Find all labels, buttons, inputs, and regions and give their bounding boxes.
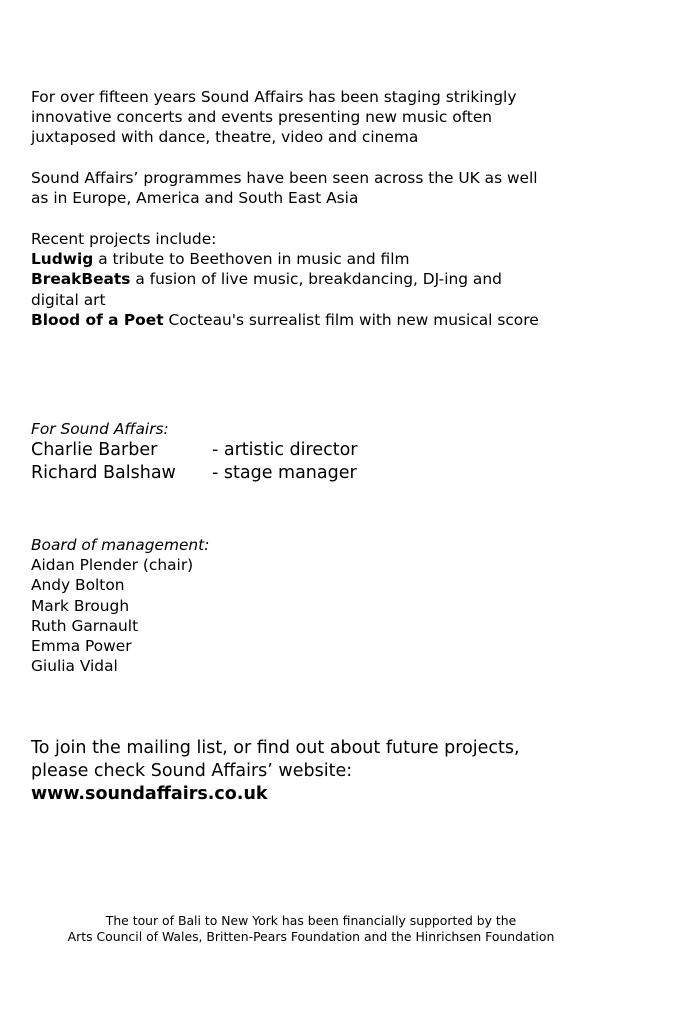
programmes-line-2: as in Europe, America and South East Asia	[31, 189, 359, 208]
mailing-section	[31, 737, 592, 806]
board-member: Andy Bolton	[31, 576, 125, 595]
staff-role: - artistic director	[212, 440, 358, 461]
project-item-breakbeats	[31, 269, 592, 289]
project-item-blood-of-a-poet	[31, 310, 592, 330]
staff-name: Richard Balshaw	[31, 463, 176, 484]
website-url[interactable]: www.soundaffairs.co.uk	[31, 784, 268, 804]
staff-role: - stage manager	[212, 463, 357, 484]
project-title: Ludwig	[31, 250, 94, 269]
programmes-line-1: Sound Affairs’ programmes have been seen across the UK as well	[31, 169, 538, 187]
projects-section	[31, 229, 592, 330]
project-description: Cocteau's surrealist film with new musical score	[163, 310, 539, 329]
mailing-line-1: To join the mailing list, or find out about future projects,	[31, 738, 520, 758]
board-section	[31, 535, 592, 676]
programmes-paragraph	[31, 168, 592, 208]
project-item-breakbeats-continued: digital art	[31, 290, 106, 309]
project-title: Blood of a Poet	[31, 310, 164, 329]
project-description: a tribute to Beethoven in music and film	[93, 250, 410, 269]
footer-line-2: Arts Council of Wales, Britten-Pears Foundation and the Hinrichsen Foundation	[67, 929, 555, 945]
projects-heading: Recent projects include:	[31, 230, 217, 248]
project-item-ludwig	[31, 249, 592, 269]
intro-line-3: juxtaposed with dance, theatre, video and cinema	[31, 128, 419, 147]
intro-paragraph	[31, 87, 592, 148]
staff-row	[31, 462, 592, 485]
intro-line-1: For over fifteen years Sound Affairs has been staging strikingly	[31, 88, 517, 106]
staff-name: Charlie Barber	[31, 440, 158, 461]
board-member: Mark Brough	[31, 596, 130, 615]
board-member: Aidan Plender (chair)	[31, 556, 194, 575]
project-title: BreakBeats	[31, 270, 131, 289]
staff-heading: For Sound Affairs:	[31, 420, 169, 438]
intro-line-2: innovative concerts and events presenting new music often	[31, 108, 493, 127]
footer-credits	[0, 913, 622, 945]
staff-section	[31, 419, 592, 485]
staff-row	[31, 439, 592, 462]
board-member: Ruth Garnault	[31, 616, 139, 635]
mailing-line-2: please check Sound Affairs’ website:	[31, 761, 353, 781]
board-heading: Board of management:	[31, 536, 210, 554]
board-member: Emma Power	[31, 637, 132, 656]
footer-line-1: The tour of Bali to New York has been financially supported by the	[105, 913, 517, 928]
website-link[interactable]	[31, 783, 592, 806]
project-description: a fusion of live music, breakdancing, DJ-ing and	[130, 270, 502, 289]
board-member: Giulia Vidal	[31, 657, 118, 676]
